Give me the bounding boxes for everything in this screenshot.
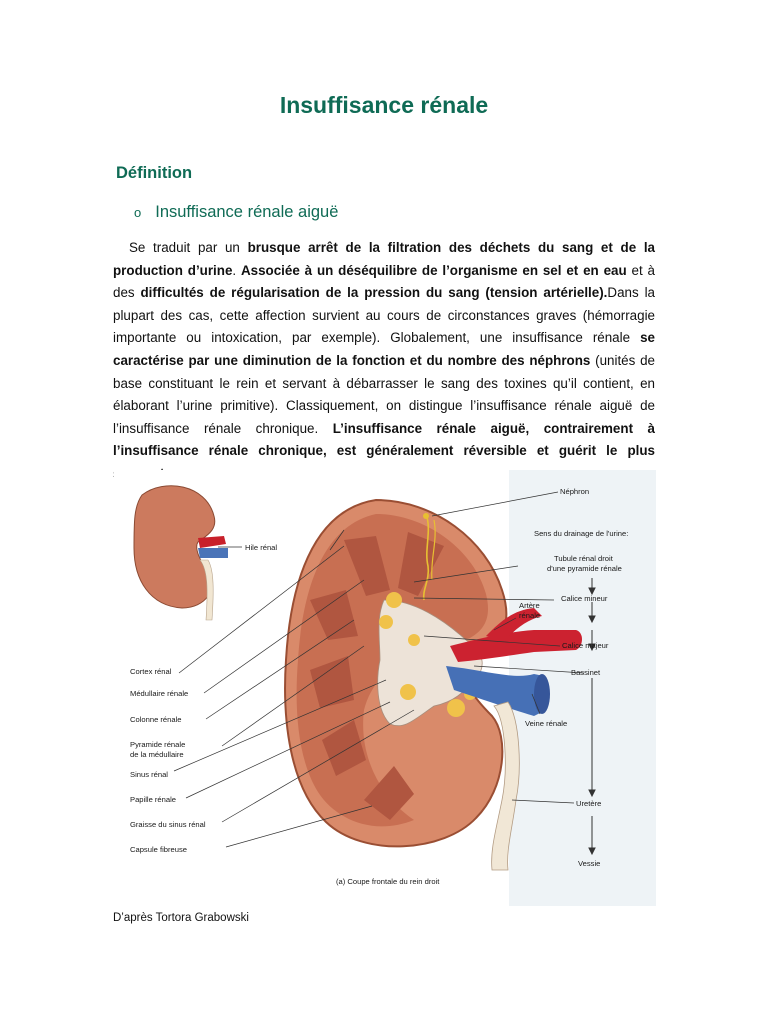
page-title: Insuffisance rénale bbox=[279, 92, 489, 118]
paragraph-segment: Se traduit par un bbox=[129, 240, 248, 255]
label-sinus: Sinus rénal bbox=[130, 770, 168, 779]
label-calice-majeur: Calice majeur bbox=[562, 641, 609, 650]
figure-caption: (a) Coupe frontale du rein droit bbox=[336, 877, 440, 886]
paragraph-bold-segment: L’insuffisance rénale aiguë, contrairement à l’insuffisance rénale chronique, est généralement réversible et guérit le plus bbox=[113, 420, 655, 459]
kidney-figure bbox=[114, 470, 656, 906]
label-capsule: Capsule fibreuse bbox=[130, 845, 187, 854]
label-nephron: Néphron bbox=[560, 487, 590, 496]
label-medullaire: Médullaire rénale bbox=[130, 689, 189, 698]
paragraph-bold-segment: se caractérise par une diminution de la fonction et du nombre des néphrons bbox=[113, 330, 655, 368]
section-heading: Définition bbox=[116, 164, 193, 182]
label-hile: Hile rénal bbox=[245, 543, 278, 552]
label-pyramide-2: de la médullaire bbox=[130, 750, 184, 759]
label-veine: Veine rénale bbox=[525, 719, 568, 728]
paragraph-segment: Dans la plupart des cas, cette affection survient au cours de circonstances graves (hémorragie importante ou intoxication, par exemple). Globalement, une insuffisance rénale bbox=[113, 285, 655, 346]
paragraph-segment: (unités de base constituant le rein et servant à débarrasser le sang des toxines qu’il contient, en élaborant l’urine primitive). Classiquement, on distingue l’insuffisance rénale aiguë de l’insuffisance rénale chronique. bbox=[113, 352, 655, 436]
label-pyramide-1: Pyramide rénale bbox=[130, 740, 186, 749]
definition-paragraph bbox=[113, 237, 655, 486]
label-cortex: Cortex rénal bbox=[130, 667, 172, 676]
bullet-marker: o bbox=[134, 205, 142, 220]
label-sens: Sens du drainage de l'urine: bbox=[534, 529, 629, 538]
label-graisse: Graisse du sinus rénal bbox=[130, 820, 206, 829]
paragraph-segment: et à des bbox=[113, 262, 655, 301]
label-colonne: Colonne rénale bbox=[130, 715, 182, 724]
paragraph-bold-segment: Associée à un déséquilibre de l’organisme en sel et en eau bbox=[240, 262, 627, 278]
label-calice-mineur: Calice mineur bbox=[561, 594, 608, 603]
small-kidney-illustration bbox=[134, 486, 228, 620]
label-uretere: Uretère bbox=[576, 799, 602, 808]
bullet-text: Insuffisance rénale aiguë bbox=[155, 203, 339, 221]
figure-credit: D’après Tortora Grabowski bbox=[113, 912, 249, 924]
label-artere-2: rénale bbox=[519, 611, 541, 620]
paragraph-segment: . bbox=[232, 262, 241, 278]
label-bassinet: Bassinet bbox=[571, 668, 601, 677]
paragraph-bold-segment: difficultés de régularisation de la pression du sang (tension artérielle). bbox=[140, 285, 608, 301]
label-papille: Papille rénale bbox=[130, 795, 177, 804]
bullet-item bbox=[134, 203, 338, 222]
label-tubule-2: d'une pyramide rénale bbox=[547, 564, 622, 573]
label-vessie: Vessie bbox=[578, 859, 601, 868]
label-artere-1: Artère bbox=[519, 601, 540, 610]
paragraph-bold-segment: brusque arrêt de la filtration des déchets du sang et de la production d’urine bbox=[113, 240, 655, 278]
label-tubule-1: Tubule rénal droit bbox=[554, 554, 613, 563]
